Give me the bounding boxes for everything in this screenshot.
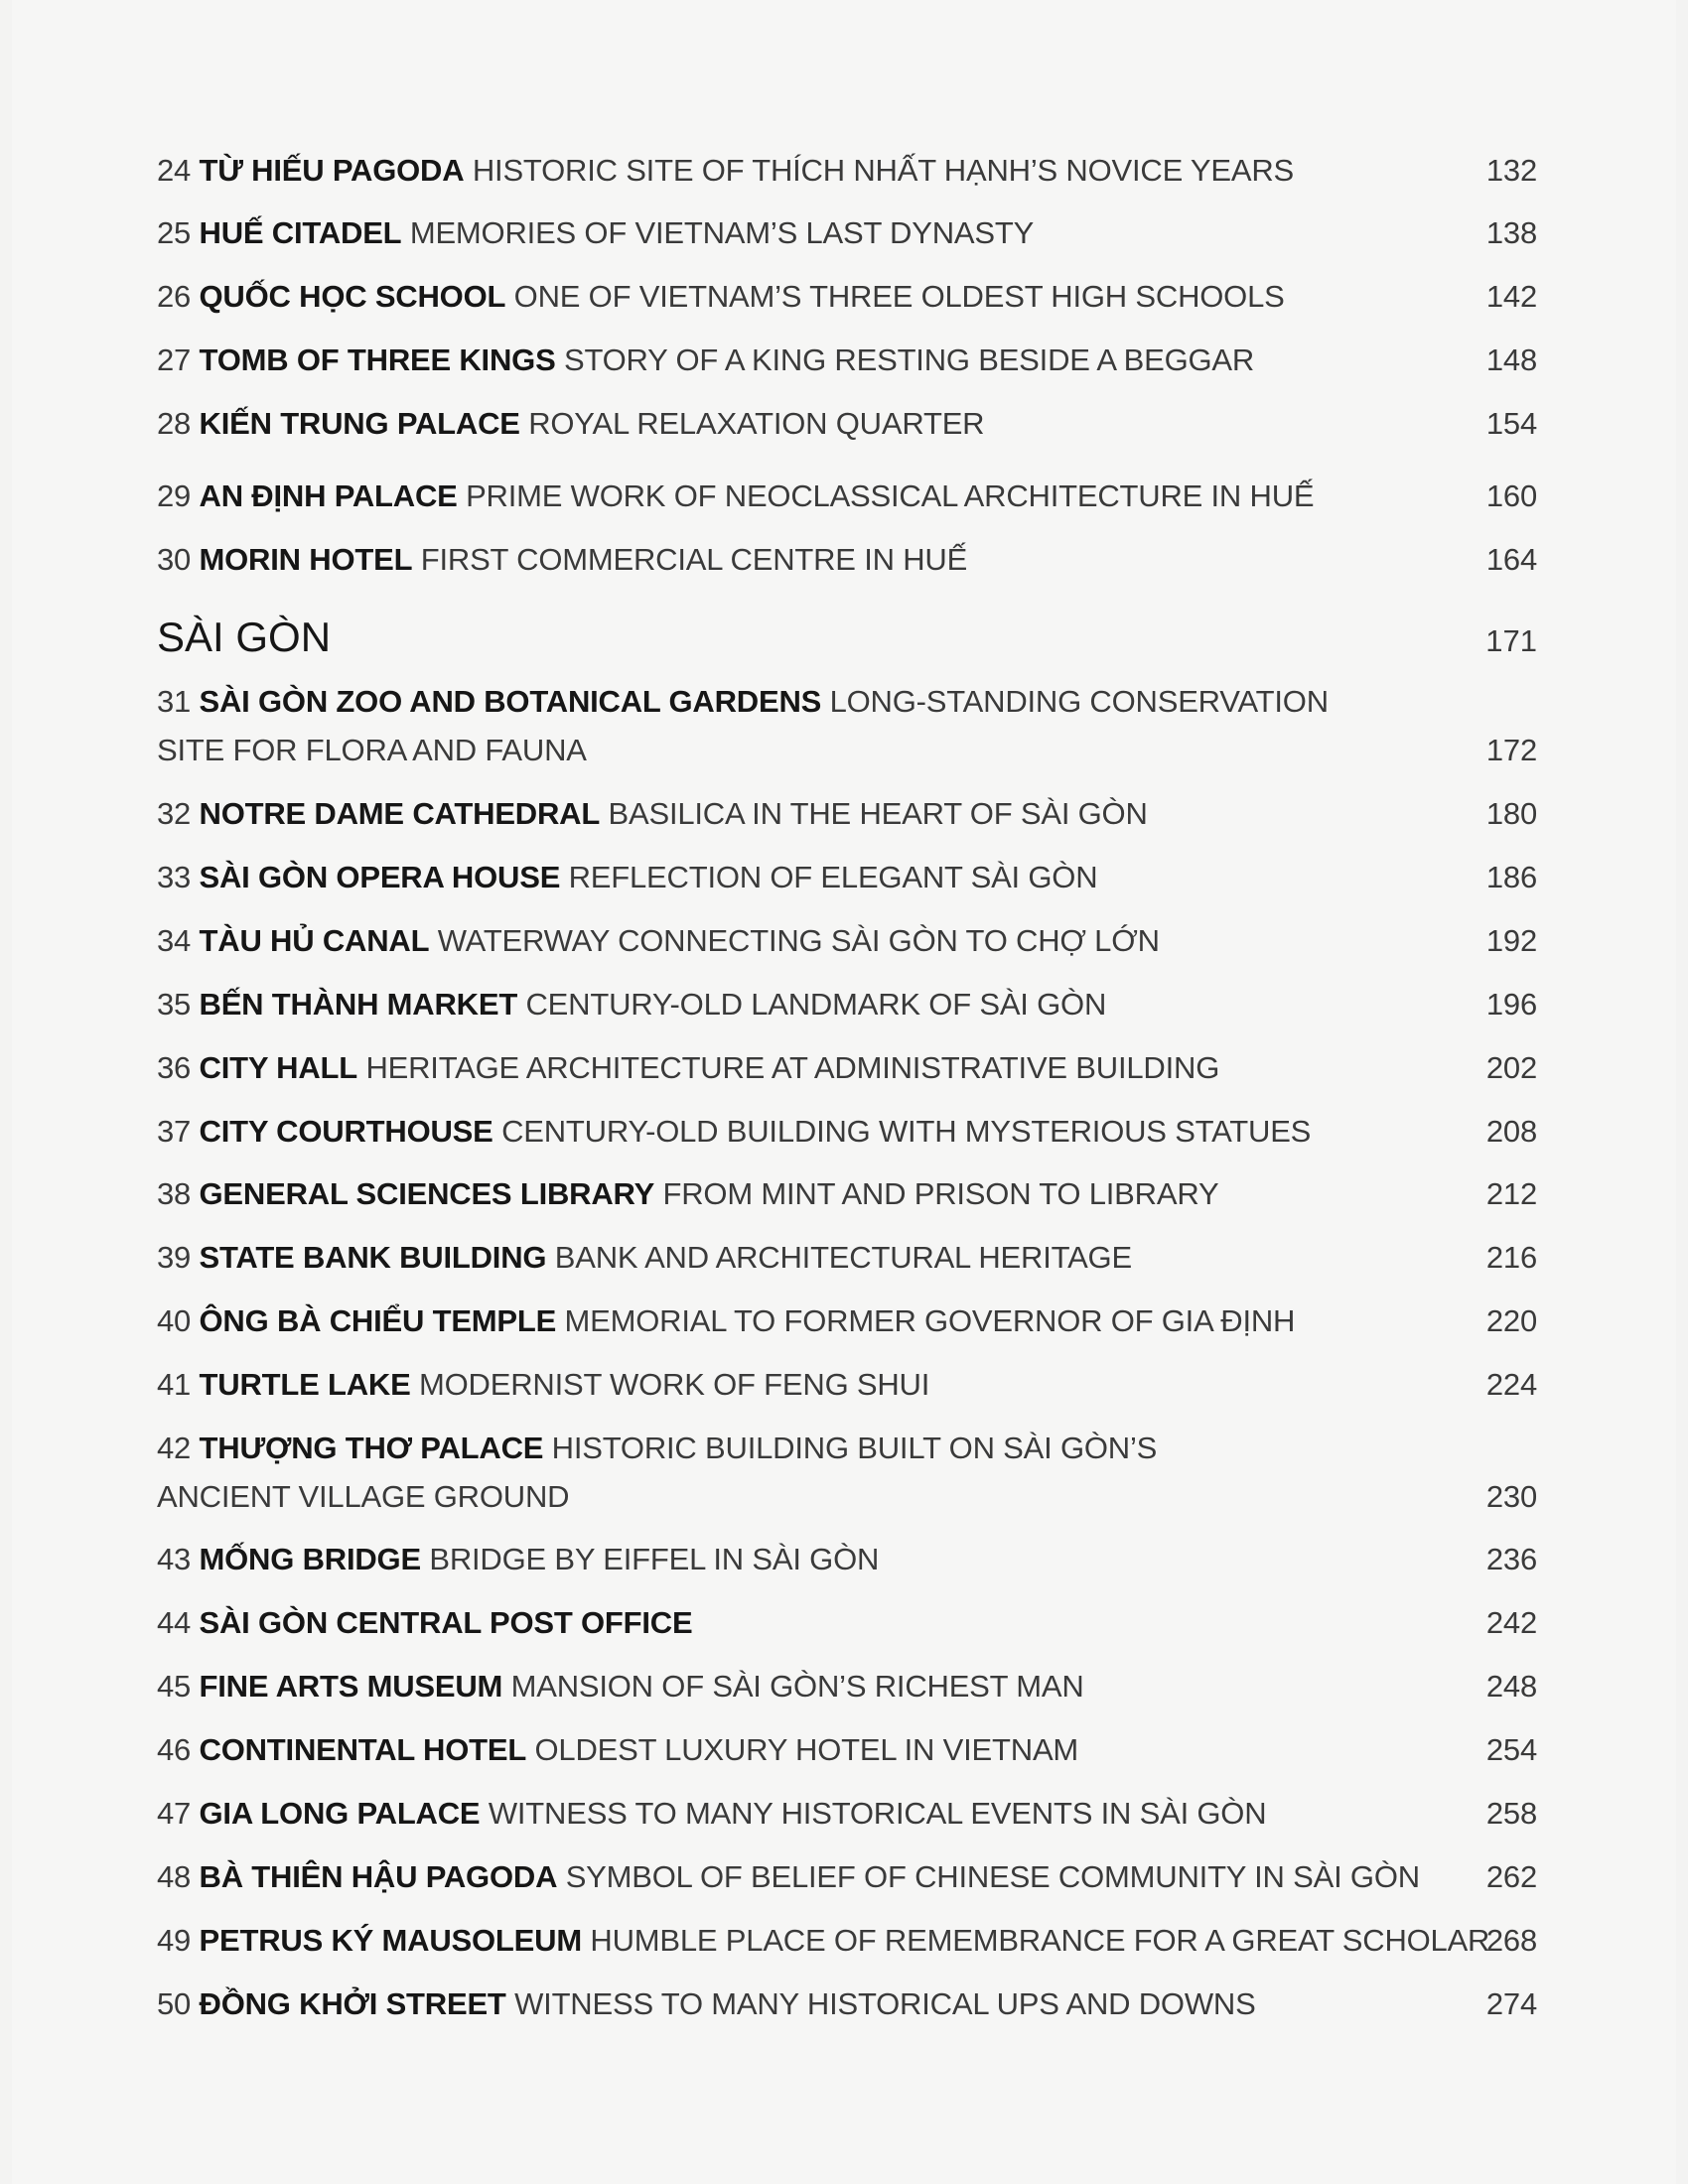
entry-title: STATE BANK BUILDING <box>199 1240 547 1275</box>
entry-description: ROYAL RELAXATION QUARTER <box>528 406 985 441</box>
page-number: 180 <box>1485 796 1537 831</box>
entry-title: TỪ HIẾU PAGODA <box>199 153 465 188</box>
entry-description: LONG-STANDING CONSERVATION <box>829 684 1329 719</box>
page-number: 254 <box>1485 1732 1537 1767</box>
entry-description: WITNESS TO MANY HISTORICAL UPS AND DOWNS <box>514 1986 1256 2021</box>
toc-entry-24[interactable]: 24 TỪ HIẾU PAGODA HISTORIC SITE OF THÍCH NHẤT HẠNH’S NOVICE YEARS 132 <box>157 146 1537 195</box>
entry-description: HISTORIC BUILDING BUILT ON SÀI GÒN’S <box>551 1431 1158 1465</box>
entry-title: FINE ARTS MUSEUM <box>199 1669 503 1704</box>
entry-title: TOMB OF THREE KINGS <box>199 342 556 377</box>
page-number: 142 <box>1485 279 1537 314</box>
toc-entry-31[interactable]: 31 SÀI GÒN ZOO AND BOTANICAL GARDENS LONG-STANDING CONSERVATION SITE FOR FLORA AND FAUNA 172 <box>157 677 1537 774</box>
toc-entry-36[interactable]: 36 CITY HALL HERITAGE ARCHITECTURE AT ADMINISTRATIVE BUILDING 202 <box>157 1043 1537 1092</box>
toc-entry-38[interactable]: 38 GENERAL SCIENCES LIBRARY FROM MINT AND PRISON TO LIBRARY 212 <box>157 1169 1537 1218</box>
toc-entry-42[interactable]: 42 THƯỢNG THƠ PALACE HISTORIC BUILDING BUILT ON SÀI GÒN’S ANCIENT VILLAGE GROUND 230 <box>157 1424 1537 1521</box>
page-number: 262 <box>1485 1859 1537 1894</box>
entry-title: SÀI GÒN OPERA HOUSE <box>199 860 561 894</box>
toc-entry-32[interactable]: 32 NOTRE DAME CATHEDRAL BASILICA IN THE HEART OF SÀI GÒN 180 <box>157 789 1537 838</box>
entry-description: MEMORIES OF VIETNAM’S LAST DYNASTY <box>409 215 1035 250</box>
entry-description: FROM MINT AND PRISON TO LIBRARY <box>662 1176 1219 1211</box>
toc-entry-37[interactable]: 37 CITY COURTHOUSE CENTURY-OLD BUILDING WITH MYSTERIOUS STATUES 208 <box>157 1107 1537 1156</box>
entry-title: ĐỒNG KHỞI STREET <box>199 1986 506 2021</box>
entry-title: MỐNG BRIDGE <box>199 1542 421 1576</box>
entry-title: NOTRE DAME CATHEDRAL <box>199 796 601 831</box>
entry-title: BẾN THÀNH MARKET <box>199 987 518 1022</box>
page-number: 216 <box>1485 1240 1537 1275</box>
entry-description-continued: ANCIENT VILLAGE GROUND <box>157 1479 570 1514</box>
entry-title: CITY HALL <box>199 1050 358 1085</box>
page-number: 164 <box>1485 542 1537 577</box>
entry-description: HISTORIC SITE OF THÍCH NHẤT HẠNH’S NOVICE YEARS <box>472 153 1295 188</box>
toc-entry-39[interactable]: 39 STATE BANK BUILDING BANK AND ARCHITECTURAL HERITAGE 216 <box>157 1233 1537 1282</box>
page-number: 220 <box>1485 1303 1537 1338</box>
toc-entry-44[interactable]: 44 SÀI GÒN CENTRAL POST OFFICE 242 <box>157 1598 1537 1647</box>
entry-title: HUẾ CITADEL <box>199 215 402 250</box>
entry-description: HUMBLE PLACE OF REMEMBRANCE FOR A GREAT SCHOLAR <box>590 1923 1490 1958</box>
toc-entry-35[interactable]: 35 BẾN THÀNH MARKET CENTURY-OLD LANDMARK OF SÀI GÒN 196 <box>157 980 1537 1028</box>
toc-entry-26[interactable]: 26 QUỐC HỌC SCHOOL ONE OF VIETNAM’S THREE OLDEST HIGH SCHOOLS 142 <box>157 272 1537 321</box>
page-number: 196 <box>1485 987 1537 1022</box>
entry-title: ÔNG BÀ CHIỂU TEMPLE <box>199 1303 557 1338</box>
entry-description: BANK AND ARCHITECTURAL HERITAGE <box>554 1240 1132 1275</box>
entry-description: PRIME WORK OF NEOCLASSICAL ARCHITECTURE IN HUẾ <box>466 478 1315 513</box>
toc-entry-41[interactable]: 41 TURTLE LAKE MODERNIST WORK OF FENG SHUI 224 <box>157 1360 1537 1409</box>
entry-title: AN ĐỊNH PALACE <box>199 478 458 513</box>
page-number: 186 <box>1485 860 1537 894</box>
section-heading-saigon[interactable] <box>157 610 1537 665</box>
page-number: 258 <box>1485 1796 1537 1831</box>
entry-description: CENTURY-OLD LANDMARK OF SÀI GÒN <box>525 987 1107 1022</box>
entry-title: TÀU HỦ CANAL <box>199 923 430 958</box>
toc-entry-47[interactable]: 47 GIA LONG PALACE WITNESS TO MANY HISTORICAL EVENTS IN SÀI GÒN 258 <box>157 1789 1537 1838</box>
entry-title: KIẾN TRUNG PALACE <box>199 406 520 441</box>
toc-entry-46[interactable]: 46 CONTINENTAL HOTEL OLDEST LUXURY HOTEL IN VIETNAM 254 <box>157 1725 1537 1774</box>
entry-description: MEMORIAL TO FORMER GOVERNOR OF GIA ĐỊNH <box>564 1303 1296 1338</box>
entry-description: SYMBOL OF BELIEF OF CHINESE COMMUNITY IN SÀI GÒN <box>565 1859 1420 1894</box>
section-title: SÀI GÒN <box>157 614 332 660</box>
entry-description: MODERNIST WORK OF FENG SHUI <box>419 1367 930 1402</box>
entry-description: CENTURY-OLD BUILDING WITH MYSTERIOUS STATUES <box>501 1114 1312 1149</box>
entry-description: MANSION OF SÀI GÒN’S RICHEST MAN <box>510 1669 1084 1704</box>
page-number: 160 <box>1485 478 1537 513</box>
entry-description: ONE OF VIETNAM’S THREE OLDEST HIGH SCHOOLS <box>513 279 1285 314</box>
entry-description: REFLECTION OF ELEGANT SÀI GÒN <box>568 860 1098 894</box>
page-number: 202 <box>1485 1050 1537 1085</box>
toc-entry-34[interactable]: 34 TÀU HỦ CANAL WATERWAY CONNECTING SÀI GÒN TO CHỢ LỚN 192 <box>157 916 1537 965</box>
entry-description: HERITAGE ARCHITECTURE AT ADMINISTRATIVE BUILDING <box>365 1050 1220 1085</box>
toc-entry-48[interactable]: 48 BÀ THIÊN HẬU PAGODA SYMBOL OF BELIEF OF CHINESE COMMUNITY IN SÀI GÒN 262 <box>157 1852 1537 1901</box>
entry-title: GENERAL SCIENCES LIBRARY <box>199 1176 655 1211</box>
toc-entry-50[interactable]: 50 ĐỒNG KHỞI STREET WITNESS TO MANY HISTORICAL UPS AND DOWNS 274 <box>157 1979 1537 2028</box>
entry-description: BRIDGE BY EIFFEL IN SÀI GÒN <box>429 1542 880 1576</box>
page-number: 171 <box>1485 623 1537 658</box>
entry-title: SÀI GÒN ZOO AND BOTANICAL GARDENS <box>199 684 822 719</box>
entry-title: CITY COURTHOUSE <box>199 1114 493 1149</box>
entry-title: SÀI GÒN CENTRAL POST OFFICE <box>199 1605 693 1640</box>
page-number: 208 <box>1485 1114 1537 1149</box>
toc-entry-45[interactable]: 45 FINE ARTS MUSEUM MANSION OF SÀI GÒN’S RICHEST MAN 248 <box>157 1662 1537 1710</box>
page-number: 274 <box>1485 1986 1537 2021</box>
page-number: 230 <box>1485 1479 1537 1514</box>
page-number: 212 <box>1485 1176 1537 1211</box>
entry-description-continued: SITE FOR FLORA AND FAUNA <box>157 733 587 767</box>
page-number: 242 <box>1485 1605 1537 1640</box>
entry-description: STORY OF A KING RESTING BESIDE A BEGGAR <box>563 342 1255 377</box>
page-number: 172 <box>1485 733 1537 767</box>
page-number: 236 <box>1485 1542 1537 1576</box>
toc-entry-25[interactable]: 25 HUẾ CITADEL MEMORIES OF VIETNAM’S LAST DYNASTY 138 <box>157 208 1537 257</box>
entry-title: BÀ THIÊN HẬU PAGODA <box>199 1859 558 1894</box>
page-number: 268 <box>1485 1923 1537 1958</box>
page-number: 132 <box>1485 153 1537 188</box>
toc-entry-30[interactable]: 30 MORIN HOTEL FIRST COMMERCIAL CENTRE IN HUẾ 164 <box>157 535 1537 584</box>
toc-entry-27[interactable]: 27 TOMB OF THREE KINGS STORY OF A KING RESTING BESIDE A BEGGAR 148 <box>157 336 1537 384</box>
entry-title: TURTLE LAKE <box>199 1367 411 1402</box>
entry-description: FIRST COMMERCIAL CENTRE IN HUẾ <box>420 542 968 577</box>
entry-title: THƯỢNG THƠ PALACE <box>199 1431 544 1465</box>
toc-entry-49[interactable]: 49 PETRUS KÝ MAUSOLEUM HUMBLE PLACE OF REMEMBRANCE FOR A GREAT SCHOLAR 268 <box>157 1916 1537 1965</box>
entry-description: WITNESS TO MANY HISTORICAL EVENTS IN SÀI GÒN <box>488 1796 1267 1831</box>
toc-entry-33[interactable]: 33 SÀI GÒN OPERA HOUSE REFLECTION OF ELEGANT SÀI GÒN 186 <box>157 853 1537 901</box>
toc-entry-29[interactable]: 29 AN ĐỊNH PALACE PRIME WORK OF NEOCLASSICAL ARCHITECTURE IN HUẾ 160 <box>157 472 1537 520</box>
toc-entry-40[interactable]: 40 ÔNG BÀ CHIỂU TEMPLE MEMORIAL TO FORMER GOVERNOR OF GIA ĐỊNH 220 <box>157 1297 1537 1345</box>
page-number: 148 <box>1485 342 1537 377</box>
entry-description: BASILICA IN THE HEART OF SÀI GÒN <box>608 796 1148 831</box>
page-number: 248 <box>1485 1669 1537 1704</box>
page-number: 138 <box>1485 215 1537 250</box>
entry-title: QUỐC HỌC SCHOOL <box>199 279 506 314</box>
page-number: 192 <box>1485 923 1537 958</box>
entry-title: PETRUS KÝ MAUSOLEUM <box>199 1923 582 1958</box>
entry-title: MORIN HOTEL <box>199 542 413 577</box>
entry-title: CONTINENTAL HOTEL <box>199 1732 527 1767</box>
toc-page <box>12 0 1676 2184</box>
toc-entry-28[interactable]: 28 KIẾN TRUNG PALACE ROYAL RELAXATION QUARTER 154 <box>157 399 1537 448</box>
toc-entry-43[interactable]: 43 MỐNG BRIDGE BRIDGE BY EIFFEL IN SÀI GÒN 236 <box>157 1535 1537 1583</box>
page-number: 224 <box>1485 1367 1537 1402</box>
entry-description: OLDEST LUXURY HOTEL IN VIETNAM <box>534 1732 1079 1767</box>
entry-title: GIA LONG PALACE <box>199 1796 481 1831</box>
entry-description: WATERWAY CONNECTING SÀI GÒN TO CHỢ LỚN <box>437 923 1160 958</box>
page-number: 154 <box>1485 406 1537 441</box>
